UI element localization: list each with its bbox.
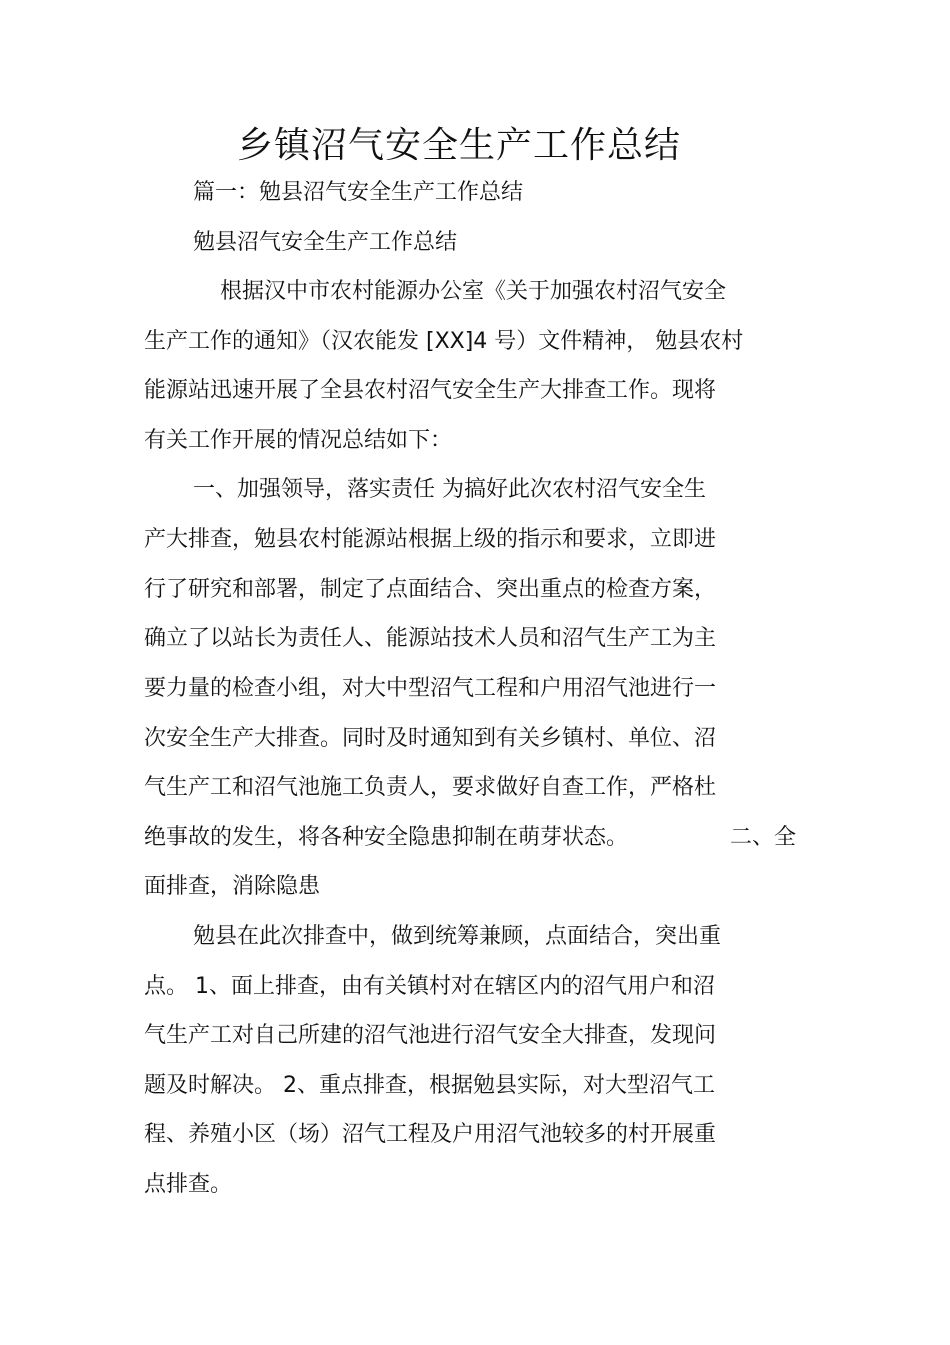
text-line: 有关工作开展的情况总结如下： <box>144 428 453 453</box>
text-line: 程、养殖小区（场）沼气工程及户用沼气池较多的村开展重 <box>144 1122 717 1147</box>
text-line: 行了研究和部署，制定了点面结合、突出重点的检查方案， <box>144 577 717 602</box>
text-line: 勉县在此次排查中，做到统筹兼顾，点面结合，突出重 <box>193 924 722 949</box>
text-line: 点。 1、面上排查，由有关镇村对在辖区内的沼气用户和沼 <box>144 974 715 999</box>
text-line: 勉县沼气安全生产工作总结 <box>193 230 458 255</box>
text-line: 根据汉中市农村能源办公室《关于加强农村沼气安全 <box>220 279 727 304</box>
text-line: 题及时解决。 2、重点排查，根据勉县实际，对大型沼气工 <box>144 1073 715 1098</box>
text-line: 次安全生产大排查。同时及时通知到有关乡镇村、单位、沼 <box>144 726 717 751</box>
text-line: 产大排查，勉县农村能源站根据上级的指示和要求，立即进 <box>144 527 717 552</box>
text-line: 绝事故的发生，将各种安全隐患抑制在萌芽状态。 <box>144 825 629 850</box>
text-line: 气生产工和沼气池施工负责人，要求做好自查工作，严格杜 <box>144 775 717 800</box>
section-heading: 面排查，消除隐患 <box>144 874 321 899</box>
document-title: 乡镇沼气安全生产工作总结 <box>236 125 681 166</box>
text-line: 确立了以站长为责任人、能源站技术人员和沼气生产工为主 <box>144 626 717 651</box>
text-line: 生产工作的通知》（汉农能发 [XX]4 号）文件精神， 勉县农村 <box>144 329 744 354</box>
section-heading: 二、全 <box>730 825 797 850</box>
text-line: 一、加强领导，落实责任 为搞好此次农村沼气安全生 <box>193 477 706 502</box>
text-line: 要力量的检查小组，对大中型沼气工程和户用沼气池进行一 <box>144 676 717 701</box>
text-line: 能源站迅速开展了全县农村沼气安全生产大排查工作。现将 <box>144 378 717 403</box>
text-line: 气生产工对自己所建的沼气池进行沼气安全大排查，发现问 <box>144 1023 717 1048</box>
text-line: 篇一：勉县沼气安全生产工作总结 <box>193 180 524 205</box>
text-line: 点排查。 <box>144 1172 233 1197</box>
